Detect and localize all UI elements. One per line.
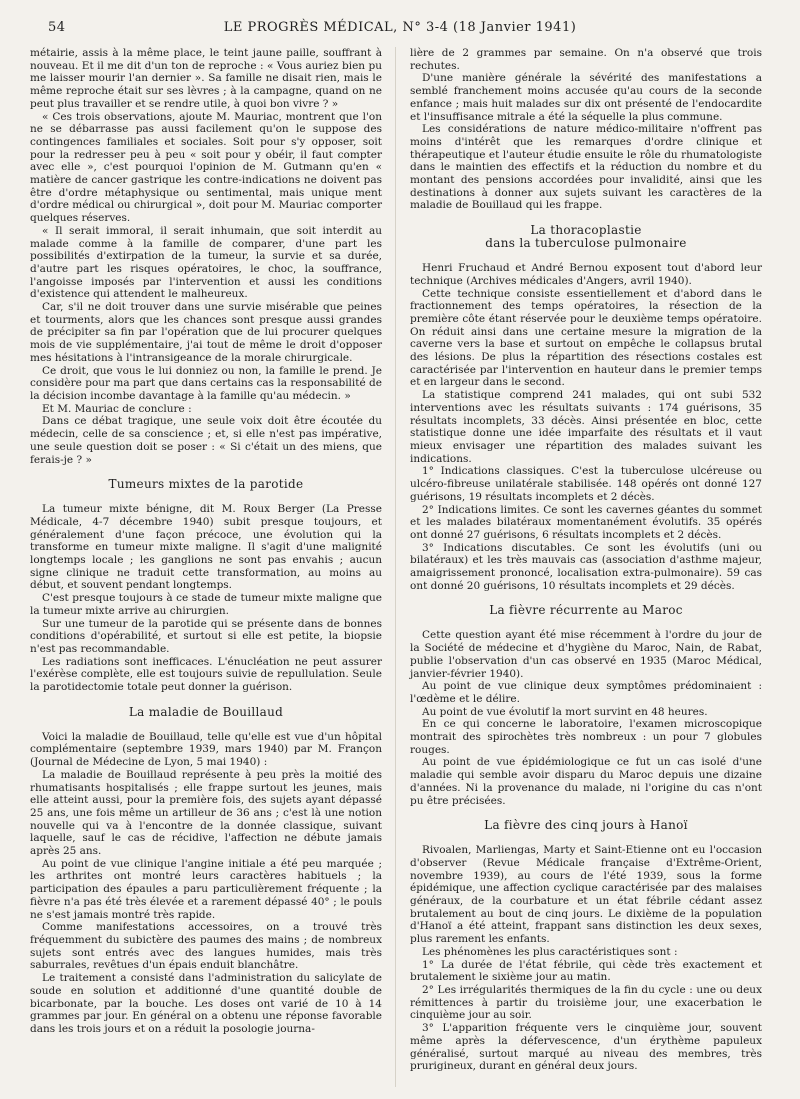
paragraph: Au point de vue évolutif la mort survint en 48 heures.: [422, 705, 708, 718]
paragraph: C'est presque toujours à ce stade de tumeur mixte maligne que la tumeur mixte arrive au chirurgien.: [30, 592, 382, 617]
left-column: [30, 47, 382, 1036]
paragraph: lière de 2 grammes par semaine. On n'a observé que trois rechutes.: [410, 47, 762, 72]
paragraph: La maladie de Bouillaud représente à peu près la moitié des rhumatisants hospitalisés ; elle frappe surtout les jeunes, mais elle atteint aussi, pour la première fois, des sujets ayant dépassé 25 ans, une fois même un artilleur de 36 ans ; c'est là une notion nouvelle qui va à l'encontre de la donnée classique, suivant laquelle, sauf le cas de récidive, l'affection ne débute jamais après 25 ans.: [30, 768, 382, 858]
journal-title: LE PROGRÈS MÉDICAL, N° 3-4 (18 Janvier 1941): [223, 20, 577, 35]
paragraph: En ce qui concerne le laboratoire, l'examen microscopique montrait des spirochètes très nombreux : un pour 7 globules rouges.: [410, 718, 762, 756]
section-heading-line: La thoracoplastie: [530, 223, 642, 238]
paragraph: Ce droit, que vous le lui donniez ou non, la famille le prend. Je considère pour ma part que dans certains cas la responsabilité de la décision incombe davantage à la famille qu'au médecin. »: [30, 364, 382, 402]
paragraph: 2° Indications limites. Ce sont les cavernes géantes du sommet et les malades bilatéraux momentanément évolutifs. 35 opérés ont donné 27 guérisons, 6 résultats incomplets et 2 décès.: [410, 503, 762, 541]
column-gutter: [395, 47, 396, 1087]
paragraph: Henri Fruchaud et André Bernou exposent tout d'abord leur technique (Archives médicales d'Angers, avril 1940).: [410, 262, 762, 287]
paragraph: Sur une tumeur de la parotide qui se présente dans de bonnes conditions d'opérabilité, et surtout si elle est petite, la biopsie n'est pas recommandable.: [30, 617, 382, 655]
paragraph: Au point de vue clinique l'angine initiale a été peu marquée ; les arthrites ont montré leurs caractères habituels ; la participation des épaules a paru particulièrement fréquente ; la fièvre n'a pas été très élevée et a rarement dépassé 40° ; le pouls ne s'est jamais montré très rapide.: [30, 857, 382, 921]
section-heading-line: dans la tuberculose pulmonaire: [485, 236, 687, 251]
paragraph: Et M. Mauriac de conclure :: [42, 402, 192, 415]
paragraph: 2° Les irrégularités thermiques de la fin du cycle : une ou deux rémittences à partir du troisième jour, une exacerbation le cinquième jour au soir.: [410, 984, 762, 1022]
paragraph: 1° La durée de l'état fébrile, qui cède très exactement et brutalement le sixième jour au matin.: [410, 958, 762, 984]
paragraph: 3° L'apparition fréquente vers le cinquième jour, souvent même après la défervescence, d'un érythème papuleux généralisé, surtout marqué au niveau des membres, très prurigineux, durant en général deux jours.: [410, 1022, 762, 1073]
paragraph: métairie, assis à la même place, le teint jaune paille, souffrant à nouveau. Et il me dit d'un ton de reproche : « Vous auriez bien pu me laisser mourir l'an dernier ». Sa famille ne disait rien, mais le même reproche était sur ses lèvres ; à la campagne, quand on ne peut plus travailler et se rendre utile, à quoi bon vivre ? »: [30, 47, 382, 110]
paragraph: Dans ce débat tragique, une seule voix doit être écoutée du médecin, celle de sa conscience ; et, si elle n'est pas impérative, une seule question doit se poser : « Si c'était un des miens, que ferais-je ? »: [30, 415, 382, 466]
paragraph: « Ces trois observations, ajoute M. Mauriac, montrent que l'on ne se débarrasse pas aussi facilement qu'on le suppose des contingences familiales et sociales. Soit pour s'y opposer, soit pour la redresser peu à peu « soit pour y obéir, il faut compter avec elle », c'est pourquoi l'opinion de M. Gutmann qu'en « matière de cancer gastrique les contre-indications ne doivent pas être d'ordre métaphysique ou sentimental, mais unique ment d'ordre médical ou chirurgical », doit pour M. Mauriac comporter quelques réserves.: [30, 110, 382, 225]
paragraph: Rivoalen, Marliengas, Marty et Saint-Etienne ont eu l'occasion d'observer (Revue Médicale française d'Extrême-Orient, novembre 1939), au cours de l'été 1939, sous la forme épidémique, une affection cyclique caractérisée par des malaises généraux, de la courbature et un état fébrile cédant assez brutalement au bout de cinq jours. Le dixième de la population d'Hanoï a été atteint, frappant sans distinction les deux sexes, plus rarement les enfants.: [410, 844, 762, 946]
paragraph: « Il serait immoral, il serait inhumain, que soit interdit au malade comme à la famille de comparer, d'une part les possibilités d'extirpation de la tumeur, la survie et sa durée, d'autre part les risques opératoires, le choc, la souffrance, l'angoisse imposés par l'intervention et aussi les conditions d'existence qui attendent le malheureux.: [30, 224, 382, 301]
paragraph: 3° Indications discutables. Ce sont les évolutifs (uni ou bilatéraux) et les très mauvais cas (association d'asthme majeur, amaigrissement prononcé, localisation extra-pulmonaire). 59 cas ont donné 20 guérisons, 10 résultats incomplets et 29 décès.: [410, 541, 762, 592]
section-heading: La maladie de Bouillaud: [128, 704, 284, 719]
paragraph: 1° Indications classiques. C'est la tuberculose ulcéreuse ou ulcéro-fibreuse unilatérale stabilisée. 148 opérés ont donné 127 guérisons, 19 résultats incomplets et 2 décès.: [410, 465, 762, 503]
paragraph: Au point de vue épidémiologique ce fut un cas isolé d'une maladie qui semble avoir disparu du Maroc depuis une dizaine d'années. Ni la provenance du malade, ni l'origine du cas n'ont pu être précisées.: [410, 756, 762, 807]
paragraph: Cette question ayant été mise récemment à l'ordre du jour de la Société de médecine et d'hygiène du Maroc, Nain, de Rabat, publie l'observation d'un cas observé en 1935 (Maroc Médical, janvier-février 1940).: [410, 629, 762, 680]
paragraph: La statistique comprend 241 malades, qui ont subi 532 interventions avec les résultats suivants : 174 guérisons, 35 résultats incomplets, 33 décès. Ainsi présentée en bloc, cette statistique donne une idée imparfaite des résultats et il vaut mieux envisager une répartition des malades suivant les indications.: [410, 389, 762, 465]
section-heading: La fièvre des cinq jours à Hanoï: [484, 818, 688, 833]
paragraph: Comme manifestations accessoires, on a trouvé très fréquemment du subictère des paumes des mains ; de nombreux sujets sont entrés avec des langues humides, mais très saburrales, revêtues d'un épais enduit blanchâtre.: [30, 921, 382, 972]
paragraph: Voici la maladie de Bouillaud, telle qu'elle est vue d'un hôpital complémentaire (septembre 1939, mars 1940) par M. Françon (Journal de Médecine de Lyon, 5 mai 1940) :: [30, 730, 382, 769]
section-heading: [410, 224, 762, 250]
paragraph: Au point de vue clinique deux symptômes prédominaient : l'œdème et le délire.: [410, 680, 762, 705]
right-column: [410, 47, 762, 1073]
page-number: 54: [48, 20, 66, 35]
paragraph: La tumeur mixte bénigne, dit M. Roux Berger (La Presse Médicale, 4-7 décembre 1940) subit presque toujours, et généralement d'une façon précoce, une évolution qui la transforme en tumeur mixte maligne. Il s'agit d'une malignité longtemps locale ; les ganglions ne sont pas envahis ; aucun signe clinique ne traduit cette transformation, au moins au début, et souvent pendant longtemps.: [30, 503, 382, 592]
section-heading: La fièvre récurrente au Maroc: [489, 603, 683, 618]
paragraph: Le traitement a consisté dans l'administration du salicylate de soude en solution et additionné d'une quantité double de bicarbonate, par la bouche. Les doses ont varié de 10 à 14 grammes par jour. En général on a obtenu une réponse favorable dans les trois jours et on a réduit la posologie journa-: [30, 972, 382, 1035]
running-header: [30, 20, 770, 38]
paragraph: Les phénomènes les plus caractéristiques sont :: [422, 945, 678, 958]
paragraph: Les considérations de nature médico-militaire n'offrent pas moins d'intérêt que les remarques d'ordre clinique et thérapeutique et l'auteur étudie ensuite le rôle du rhumatologiste dans le maintien des effectifs et la réduction du nombre et du montant des pensions accordées pour invalidité, ainsi que les destinations à donner aux sujets suivant les caractères de la maladie de Bouillaud qui les frappe.: [410, 123, 762, 212]
paragraph: Cette technique consiste essentiellement et d'abord dans le fractionnement des temps opératoires, la résection de la première côte étant réservée pour le deuxième temps opératoire. On réduit ainsi dans une certaine mesure la migration de la caverne vers la base et surtout on empêche le collapsus brutal des lésions. De plus la répartition des résections costales est caractérisée par l'intervention en hauteur dans le premier temps et en largeur dans le second.: [410, 287, 762, 389]
paragraph: Car, s'il ne doit trouver dans une survie misérable que peines et tourments, alors que les chances sont presque aussi grandes de précipiter sa fin par l'opération que de lui procurer quelques mois de vie supplémentaire, j'ai tout de même le droit d'opposer mes hésitations à l'intransigeance de la morale chirurgicale.: [30, 301, 382, 364]
paragraph: D'une manière générale la sévérité des manifestations a semblé franchement moins accusée qu'au cours de la seconde enfance ; mais huit malades sur dix ont présenté de l'endocardite et l'insuffisance mitrale a été la séquelle la plus commune.: [410, 72, 762, 123]
section-heading: Tumeurs mixtes de la parotide: [108, 477, 304, 492]
paragraph: Les radiations sont inefficaces. L'énucléation ne peut assurer l'exérèse complète, elle est toujours suivie de repullulation. Seule la parotidectomie totale peut donner la guérison.: [30, 655, 382, 694]
